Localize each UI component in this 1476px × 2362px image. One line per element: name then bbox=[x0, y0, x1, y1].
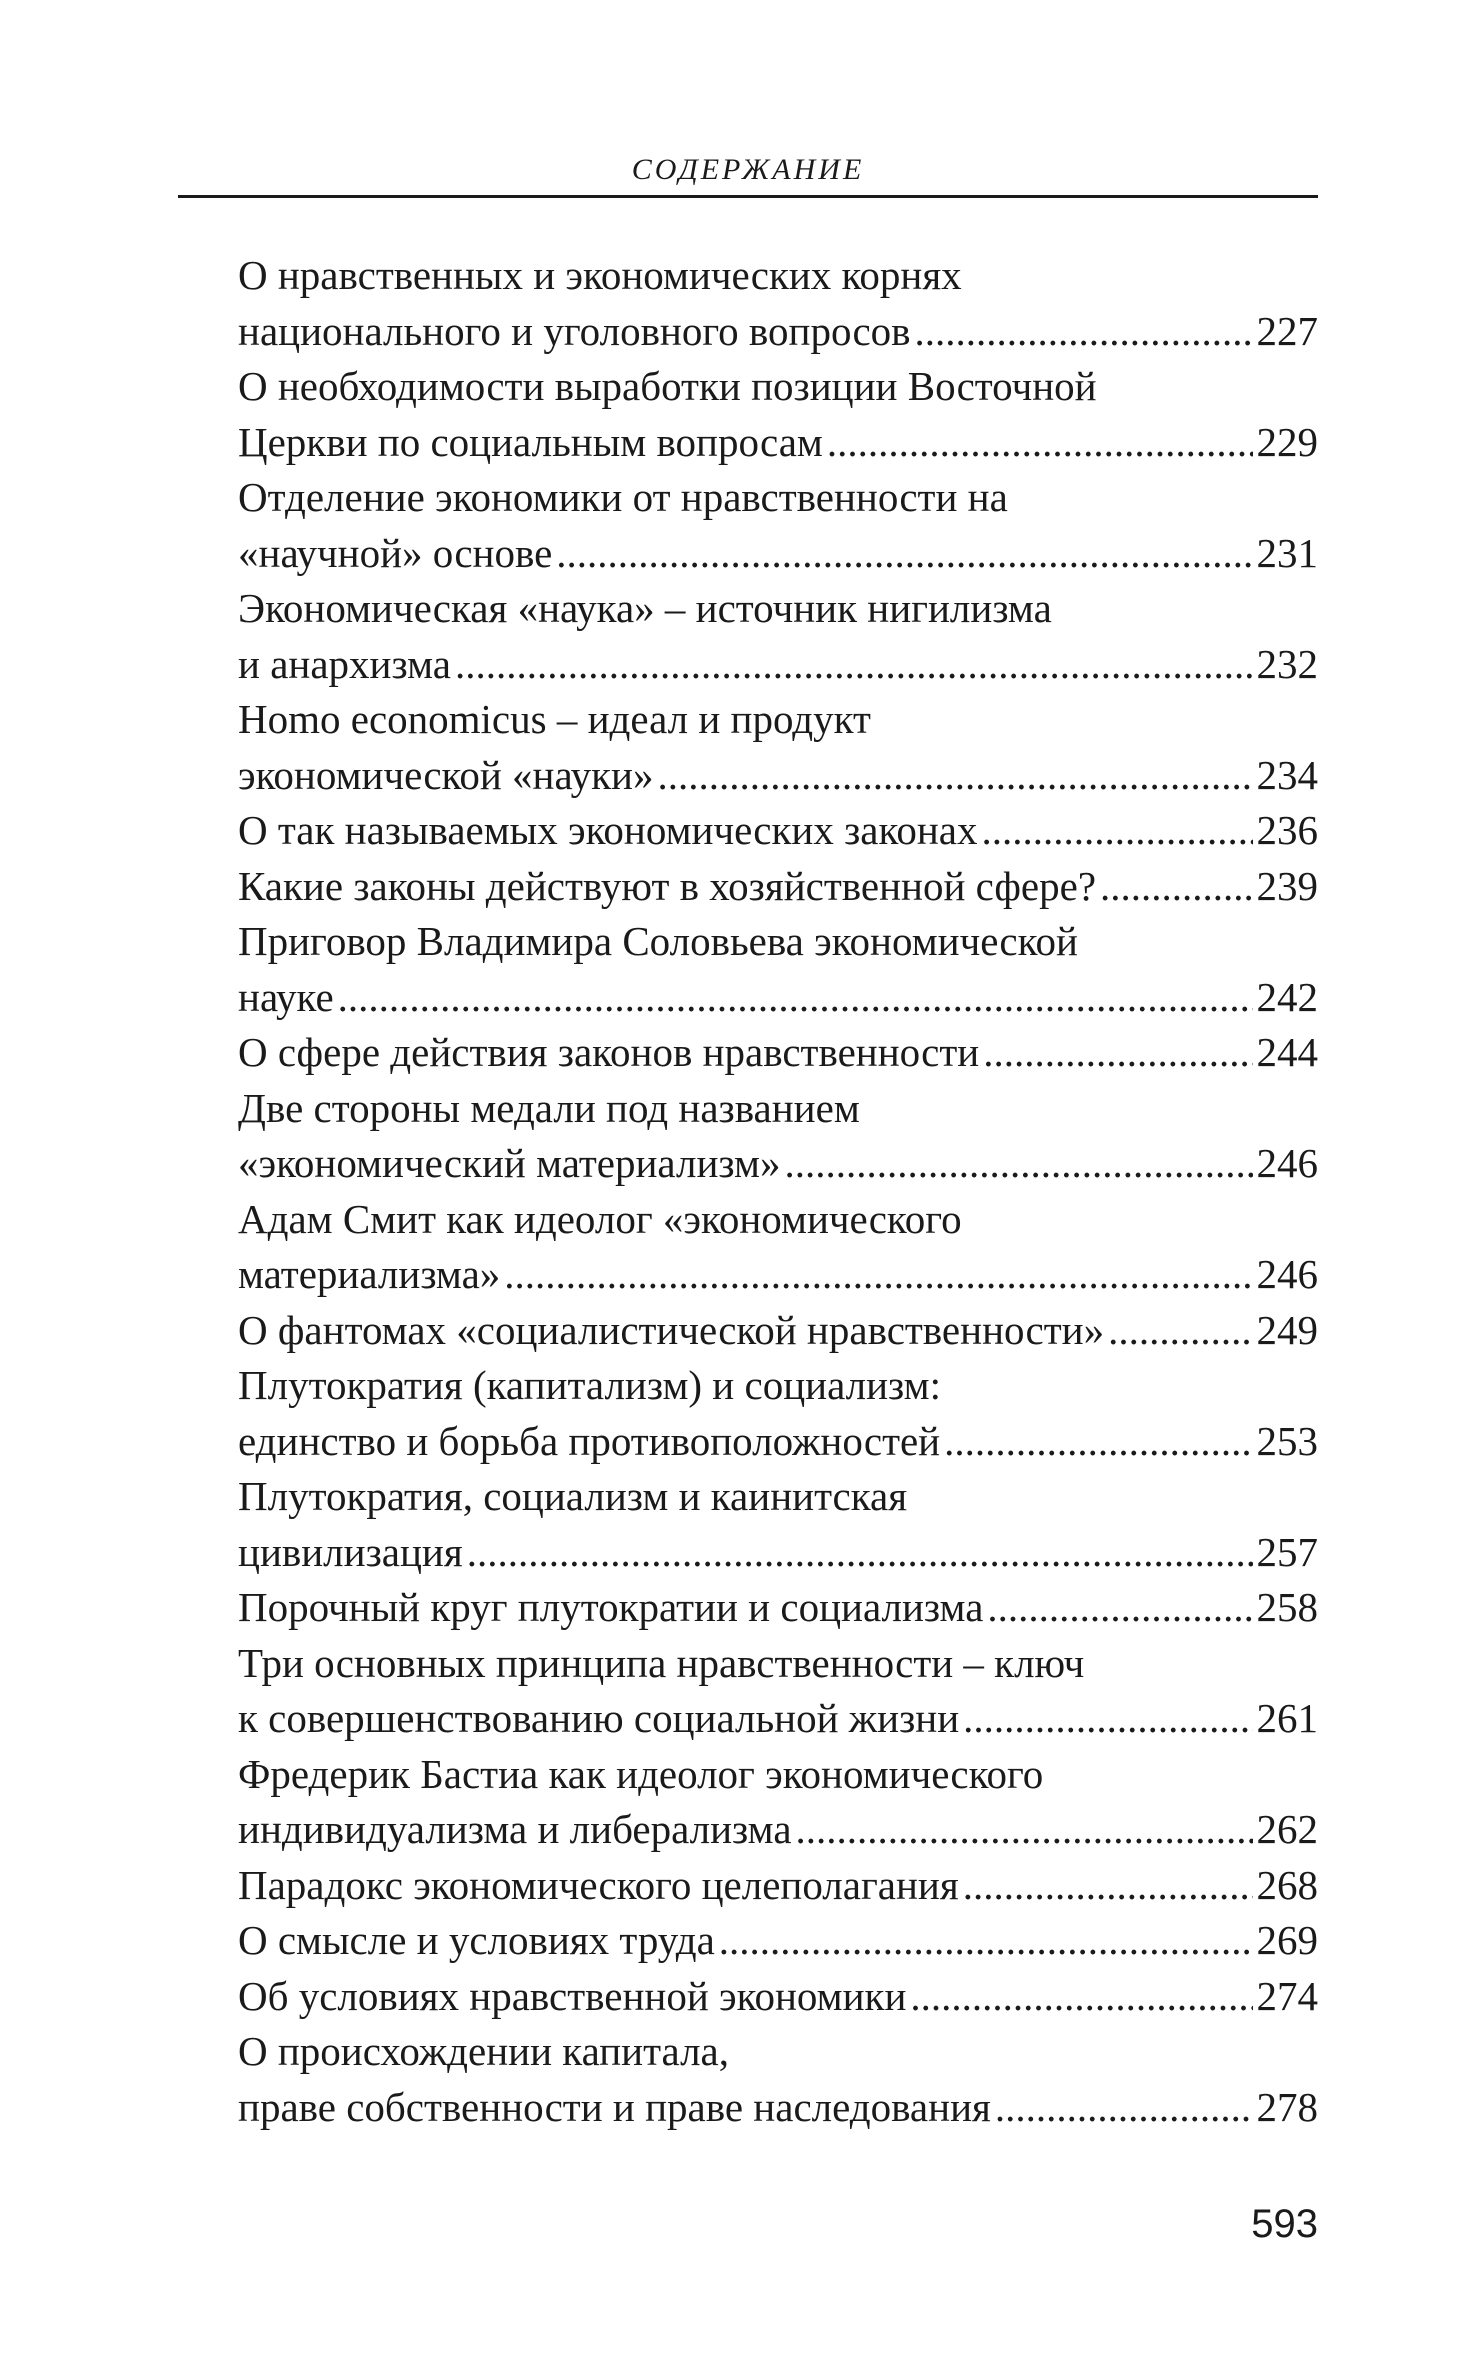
toc-entry-page-number: 274 bbox=[1256, 1972, 1318, 2019]
toc-entry-page-number: 257 bbox=[1256, 1528, 1318, 1575]
toc-entry-final-line bbox=[238, 803, 1318, 859]
toc-entry-final-line bbox=[238, 970, 1318, 1026]
toc-entry bbox=[238, 1969, 1318, 2025]
toc-entry-final-line bbox=[238, 1858, 1318, 1914]
toc-entry bbox=[238, 581, 1318, 692]
toc-entry-title-end: и анархизма bbox=[238, 640, 451, 687]
toc-entry-title-end: Церкви по социальным вопросам bbox=[238, 418, 823, 465]
header-rule bbox=[178, 195, 1318, 198]
toc-entry-page-number: 229 bbox=[1256, 418, 1318, 465]
dot-leader bbox=[455, 637, 1253, 693]
toc-entry-final-line bbox=[238, 1969, 1318, 2025]
toc-entry-title-line: О происхождении капитала, bbox=[238, 2028, 729, 2074]
dot-leader bbox=[784, 1136, 1252, 1192]
toc-entry-title-end: «экономический материализм» bbox=[238, 1140, 781, 1186]
toc-entry-page-number: 231 bbox=[1256, 529, 1318, 576]
dot-leader bbox=[338, 970, 1253, 1026]
dot-leader bbox=[944, 1414, 1252, 1470]
toc-entry bbox=[238, 2024, 1318, 2135]
toc-entry-page-number: 268 bbox=[1256, 1861, 1318, 1908]
toc-entry-title-end: О так называемых экономических законах bbox=[238, 807, 978, 853]
toc-entry-final-line bbox=[238, 1303, 1318, 1359]
toc-entry-title-line: Отделение экономики от нравственности на bbox=[238, 474, 1008, 520]
toc-entry-title-end: индивидуализма и либерализма bbox=[238, 1806, 792, 1852]
toc-entry-title-end: праве собственности и праве наследования bbox=[238, 2083, 991, 2130]
toc-entry bbox=[238, 1025, 1318, 1081]
toc-entry-page-number: 242 bbox=[1256, 973, 1318, 1020]
toc-entry bbox=[238, 803, 1318, 859]
toc-entry-title-line: Приговор Владимира Соловьева экономической bbox=[238, 918, 1078, 964]
dot-leader bbox=[657, 748, 1252, 804]
toc-entry bbox=[238, 1636, 1318, 1747]
toc-entry-page-number: 261 bbox=[1256, 1695, 1318, 1741]
dot-leader bbox=[915, 304, 1253, 360]
toc-entry-page-number: 239 bbox=[1256, 862, 1318, 909]
dot-leader bbox=[995, 2080, 1253, 2136]
toc-entry bbox=[238, 1913, 1318, 1969]
toc-entry-final-line bbox=[238, 526, 1318, 582]
dot-leader bbox=[1108, 1303, 1252, 1359]
toc-entry-final-line bbox=[238, 1802, 1318, 1858]
toc-entry-title-end: Об условиях нравственной экономики bbox=[238, 1972, 907, 2019]
toc-entry-page-number: 236 bbox=[1256, 807, 1318, 853]
toc-entry bbox=[238, 359, 1318, 470]
toc-entry-page-number: 246 bbox=[1256, 1251, 1318, 1297]
toc-entry-title-line: Три основных принципа нравственности – ключ bbox=[238, 1639, 1085, 1686]
toc-entry bbox=[238, 1858, 1318, 1914]
toc-entry bbox=[238, 470, 1318, 581]
page-number: 593 bbox=[1251, 2202, 1318, 2246]
toc-entry-page-number: 227 bbox=[1256, 307, 1318, 354]
toc-entry-title-end: «научной» основе bbox=[238, 529, 553, 576]
toc-entry-page-number: 232 bbox=[1256, 640, 1318, 687]
running-head: СОДЕРЖАНИЕ bbox=[631, 153, 865, 186]
toc-entry-page-number: 249 bbox=[1256, 1306, 1318, 1353]
toc-entry-title-end: экономической «науки» bbox=[238, 751, 654, 798]
toc-entry-title-end: Порочный круг плутократии и социализма bbox=[238, 1584, 984, 1630]
dot-leader bbox=[963, 1691, 1252, 1747]
toc-entry-page-number: 246 bbox=[1256, 1140, 1318, 1186]
toc-entry-final-line bbox=[238, 1525, 1318, 1581]
toc-entry-page-number: 269 bbox=[1256, 1917, 1318, 1963]
dot-leader bbox=[556, 526, 1252, 582]
dot-leader bbox=[796, 1802, 1253, 1858]
toc-entry-page-number: 258 bbox=[1256, 1584, 1318, 1630]
toc-entry-title-line: Адам Смит как идеолог «экономического bbox=[238, 1195, 962, 1242]
dot-leader bbox=[910, 1969, 1252, 2025]
toc-entry-title-end: к совершенствованию социальной жизни bbox=[238, 1695, 960, 1741]
toc-entry-final-line bbox=[238, 415, 1318, 471]
toc-entry-title-end: Какие законы действуют в хозяйственной сфере? bbox=[238, 862, 1097, 909]
toc-entry bbox=[238, 1747, 1318, 1858]
toc-entry-final-line bbox=[238, 1414, 1318, 1470]
dot-leader bbox=[963, 1858, 1253, 1914]
table-of-contents bbox=[238, 248, 1318, 2135]
toc-entry-title-line: Homo economicus – идеал и продукт bbox=[238, 696, 871, 742]
toc-entry bbox=[238, 692, 1318, 803]
toc-entry-final-line bbox=[238, 1247, 1318, 1303]
toc-entry-final-line bbox=[238, 1580, 1318, 1636]
toc-entry-page-number: 234 bbox=[1256, 751, 1318, 798]
dot-leader bbox=[1100, 859, 1252, 915]
dot-leader bbox=[983, 1025, 1252, 1081]
toc-entry-final-line bbox=[238, 859, 1318, 915]
toc-entry bbox=[238, 859, 1318, 915]
dot-leader bbox=[827, 415, 1253, 471]
dot-leader bbox=[719, 1913, 1253, 1969]
toc-entry bbox=[238, 1303, 1318, 1359]
toc-entry-title-line: Экономическая «наука» – источник нигилизма bbox=[238, 585, 1052, 631]
toc-entry-title-end: единство и борьба противоположностей bbox=[238, 1417, 941, 1464]
toc-entry bbox=[238, 248, 1318, 359]
toc-entry-title-end: цивилизация bbox=[238, 1528, 463, 1575]
toc-entry bbox=[238, 1358, 1318, 1469]
toc-entry bbox=[238, 1580, 1318, 1636]
toc-entry-title-end: О сфере действия законов нравственности bbox=[238, 1029, 980, 1075]
toc-entry-title-line: Плутократия (капитализм) и социализм: bbox=[238, 1362, 941, 1408]
toc-entry-final-line bbox=[238, 2080, 1318, 2136]
toc-entry-title-line: Две стороны медали под названием bbox=[238, 1084, 860, 1131]
toc-entry-title-end: Парадокс экономического целеполагания bbox=[238, 1861, 959, 1908]
toc-entry-final-line bbox=[238, 1913, 1318, 1969]
dot-leader bbox=[504, 1247, 1252, 1303]
toc-entry-final-line bbox=[238, 637, 1318, 693]
toc-entry-page-number: 253 bbox=[1256, 1417, 1318, 1464]
toc-entry bbox=[238, 1192, 1318, 1303]
toc-entry bbox=[238, 914, 1318, 1025]
toc-entry-title-line: Плутократия, социализм и каинитская bbox=[238, 1473, 908, 1519]
toc-entry-page-number: 244 bbox=[1256, 1029, 1318, 1075]
toc-entry-page-number: 262 bbox=[1256, 1806, 1318, 1852]
toc-entry-final-line bbox=[238, 1136, 1318, 1192]
toc-entry bbox=[238, 1081, 1318, 1192]
toc-entry-title-end: национального и уголовного вопросов bbox=[238, 307, 911, 354]
dot-leader bbox=[987, 1580, 1252, 1636]
toc-entry-title-line: О нравственных и экономических корнях bbox=[238, 252, 962, 298]
toc-entry-title-end: О фантомах «социалистической нравственности» bbox=[238, 1306, 1105, 1353]
toc-entry-page-number: 278 bbox=[1256, 2083, 1318, 2130]
toc-entry-title-end: О смысле и условиях труда bbox=[238, 1917, 715, 1963]
toc-entry-title-end: материализма» bbox=[238, 1251, 501, 1297]
dot-leader bbox=[981, 803, 1252, 859]
toc-entry-final-line bbox=[238, 1691, 1318, 1747]
toc-entry-title-end: науке bbox=[238, 973, 334, 1020]
toc-entry-title-line: Фредерик Бастиа как идеолог экономического bbox=[238, 1750, 1044, 1797]
toc-entry bbox=[238, 1469, 1318, 1580]
toc-entry-final-line bbox=[238, 748, 1318, 804]
dot-leader bbox=[467, 1525, 1253, 1581]
toc-entry-final-line bbox=[238, 1025, 1318, 1081]
toc-entry-final-line bbox=[238, 304, 1318, 360]
toc-entry-title-line: О необходимости выработки позиции Восточной bbox=[238, 363, 1097, 409]
